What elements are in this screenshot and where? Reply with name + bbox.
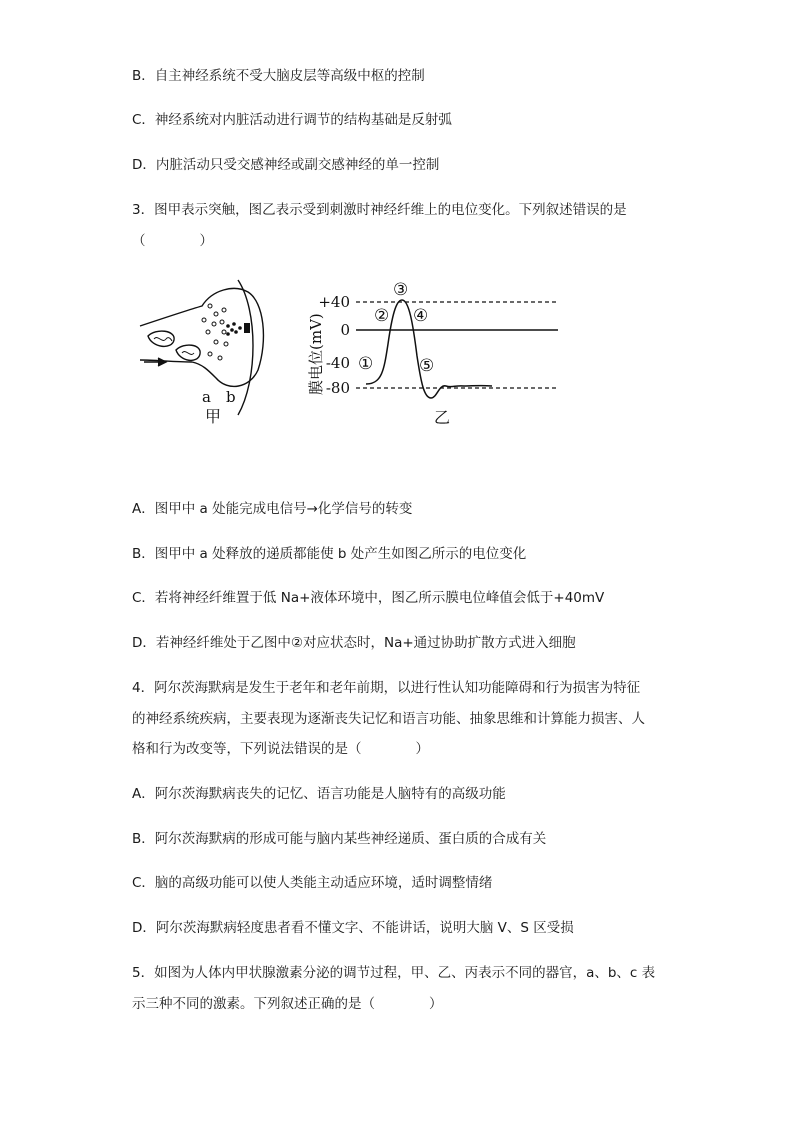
- q3-stem-line1: 3．图甲表示突触，图乙表示受到刺激时神经纤维上的电位变化。下列叙述错误的是: [132, 202, 627, 218]
- tick-minus80: -80: [325, 379, 350, 397]
- q4-option-c: C．脑的高级功能可以使人类能主动适应环境，适时调整情绪: [132, 875, 493, 891]
- presynaptic-terminal-outline: [140, 288, 263, 386]
- tick-minus40: -40: [325, 354, 350, 372]
- tick-0: 0: [340, 321, 350, 339]
- q4-option-d: D．阿尔茨海默病轻度患者看不懂文字、不能讲话，说明大脑 V、S 区受损: [132, 920, 574, 936]
- mitochondrion-left-cristae: [154, 338, 172, 341]
- q3-option-d: D．若神经纤维处于乙图中②对应状态时，Na+通过协助扩散方式进入细胞: [132, 635, 576, 651]
- potential-graph-yi: [307, 280, 558, 427]
- caption-yi: 乙: [434, 408, 451, 427]
- q3-option-c: C．若将神经纤维置于低 Na+液体环境中，图乙所示膜电位峰值会低于+40mV: [132, 590, 605, 606]
- caption-jia: 甲: [205, 407, 222, 426]
- q2-option-d: D．内脏活动只受交感神经或副交感神经的单一控制: [132, 157, 440, 173]
- tick-plus40: +40: [318, 293, 350, 311]
- marker-1: ①: [358, 354, 374, 374]
- y-axis-label: 膜电位(mV): [307, 313, 325, 395]
- marker-4: ④: [413, 306, 429, 326]
- marker-2: ②: [374, 306, 390, 326]
- q4-option-a: A．阿尔茨海默病丧失的记忆、语言功能是人脑特有的高级功能: [132, 786, 506, 802]
- q2-option-b: B．自主神经系统不受大脑皮层等高级中枢的控制: [132, 68, 425, 84]
- marker-5: ⑤: [419, 356, 435, 376]
- q4-stem-line1: 4．阿尔茨海默病是发生于老年和老年前期，以进行性认知功能障碍和行为损害为特征: [132, 680, 641, 696]
- q5-stem-line2: 示三种不同的激素。下列叙述正确的是（ ）: [132, 996, 443, 1012]
- released-transmitter-dots: [226, 322, 242, 336]
- q4-stem-line3: 格和行为改变等，下列说法错误的是（ ）: [132, 741, 429, 757]
- synaptic-vesicles: [202, 304, 228, 360]
- impulse-arrowhead: [158, 358, 166, 366]
- q3-figure: [130, 270, 570, 430]
- q3-option-b: B．图甲中 a 处释放的递质都能使 b 处产生如图乙所示的电位变化: [132, 546, 527, 562]
- q4-option-b: B．阿尔茨海默病的形成可能与脑内某些神经递质、蛋白质的合成有关: [132, 831, 547, 847]
- q2-option-c: C．神经系统对内脏活动进行调节的结构基础是反射弧: [132, 112, 452, 128]
- q5-stem-line1: 5．如图为人体内甲状腺激素分泌的调节过程，甲、乙、丙表示不同的器官，a、b、c 表: [132, 965, 656, 981]
- marker-3: ③: [393, 280, 409, 300]
- label-a: a: [202, 388, 211, 406]
- label-b: b: [226, 388, 236, 406]
- mitochondrion-right-cristae: [182, 352, 194, 355]
- postsynaptic-membrane: [238, 280, 253, 415]
- q3-stem-line2: （ ）: [132, 233, 213, 249]
- receptor-block: [244, 323, 250, 333]
- q3-option-a: A．图甲中 a 处能完成电信号→化学信号的转变: [132, 501, 413, 517]
- q4-stem-line2: 的神经系统疾病，主要表现为逐渐丧失记忆和语言功能、抽象思维和计算能力损害、人: [132, 711, 645, 727]
